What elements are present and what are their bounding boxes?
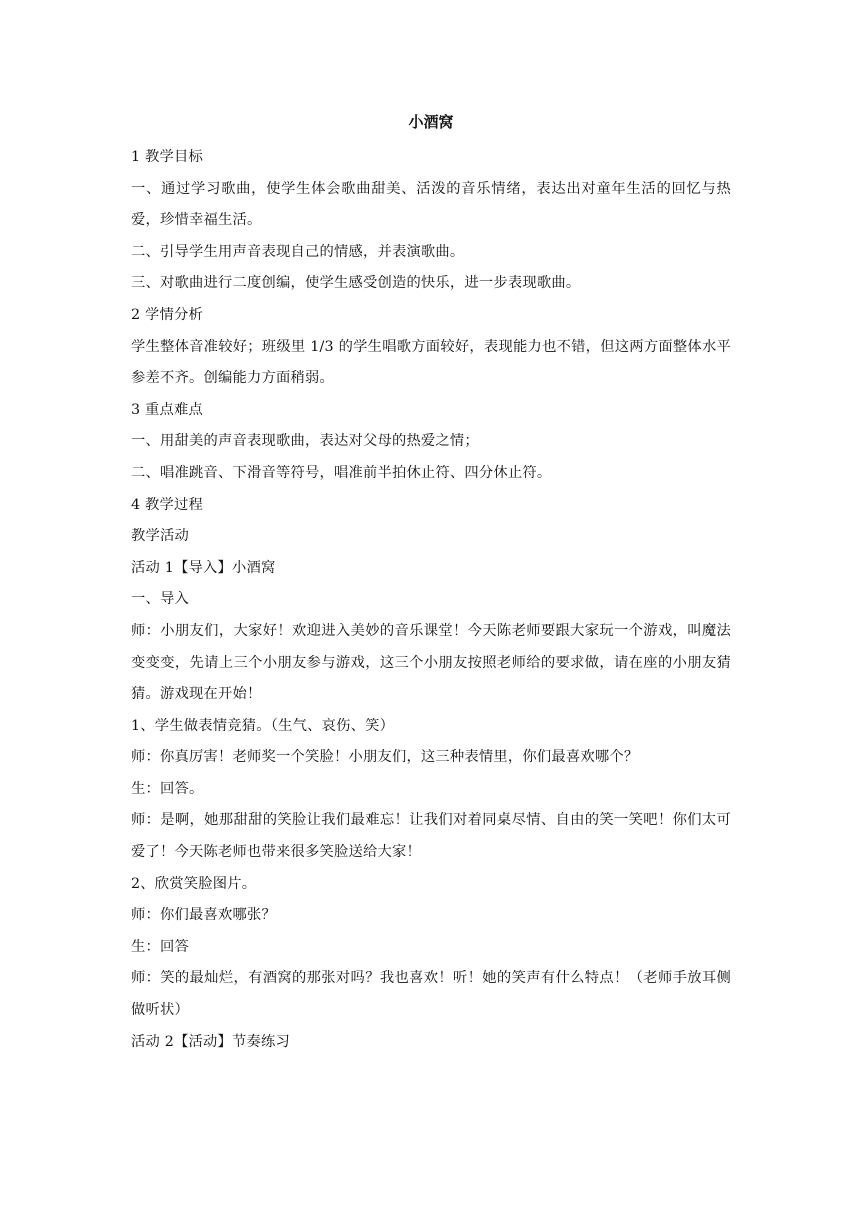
paragraph: 生：回答 [131,938,189,955]
paragraph: 二、引导学生用声音表现自己的情感，并表演歌曲。 [131,243,465,260]
paragraph: 师：你们最喜欢哪张？ [131,907,276,924]
paragraph: 生：回答。 [131,780,204,797]
section-heading-teaching-process: 4 教学过程 [131,496,204,513]
paragraph: 一、用甜美的声音表现歌曲，表达对父母的热爱之情； [131,433,479,450]
section-heading-key-points: 3 重点难点 [131,401,204,418]
document-title: 小酒窝 [408,113,454,131]
paragraph: 一、通过学习歌曲，使学生体会歌曲甜美、活泼的音乐情绪，表达出对童年生活的回忆与热爱，珍惜幸福生活。 [131,180,731,229]
paragraph: 学生整体音准较好；班级里 1/3 的学生唱歌方面较好，表现能力也不错，但这两方面整体水平参差不齐。创编能力方面稍弱。 [131,338,731,387]
paragraph: 教学活动 [131,528,189,545]
paragraph: 2、欣赏笑脸图片。 [131,875,257,892]
paragraph: 师：笑的最灿烂，有酒窝的那张对吗？我也喜欢！听！她的笑声有什么特点！（老师手放耳侧做听状） [131,970,731,1019]
activity-heading: 活动 2【活动】节奏练习 [131,1033,291,1050]
paragraph: 1、学生做表情竞猜。（生气、哀伤、笑） [131,717,395,734]
section-heading-teaching-goals: 1 教学目标 [131,149,204,165]
section-heading-student-analysis: 2 学情分析 [131,306,204,323]
paragraph: 二、唱准跳音、下滑音等符号，唱准前半拍休止符、四分休止符。 [131,464,552,481]
activity-heading: 活动 1【导入】小酒窝 [131,559,276,576]
paragraph: 师：你真厉害！老师奖一个笑脸！小朋友们，这三种表情里，你们最喜欢哪个？ [131,749,639,766]
paragraph: 师：是啊，她那甜甜的笑脸让我们最难忘！让我们对着同桌尽情、自由的笑一笑吧！你们太可爱了！今天陈老师也带来很多笑脸送给大家！ [131,812,731,861]
paragraph: 一、导入 [131,591,189,608]
paragraph: 师：小朋友们，大家好！欢迎进入美妙的音乐课堂！今天陈老师要跟大家玩一个游戏，叫魔法变变变，先请上三个小朋友参与游戏，这三个小朋友按照老师给的要求做，请在座的小朋友猜猜。游戏现在开始！ [131,622,731,703]
document-page [131,108,731,1058]
paragraph: 三、对歌曲进行二度创编，使学生感受创造的快乐，进一步表现歌曲。 [131,275,581,292]
